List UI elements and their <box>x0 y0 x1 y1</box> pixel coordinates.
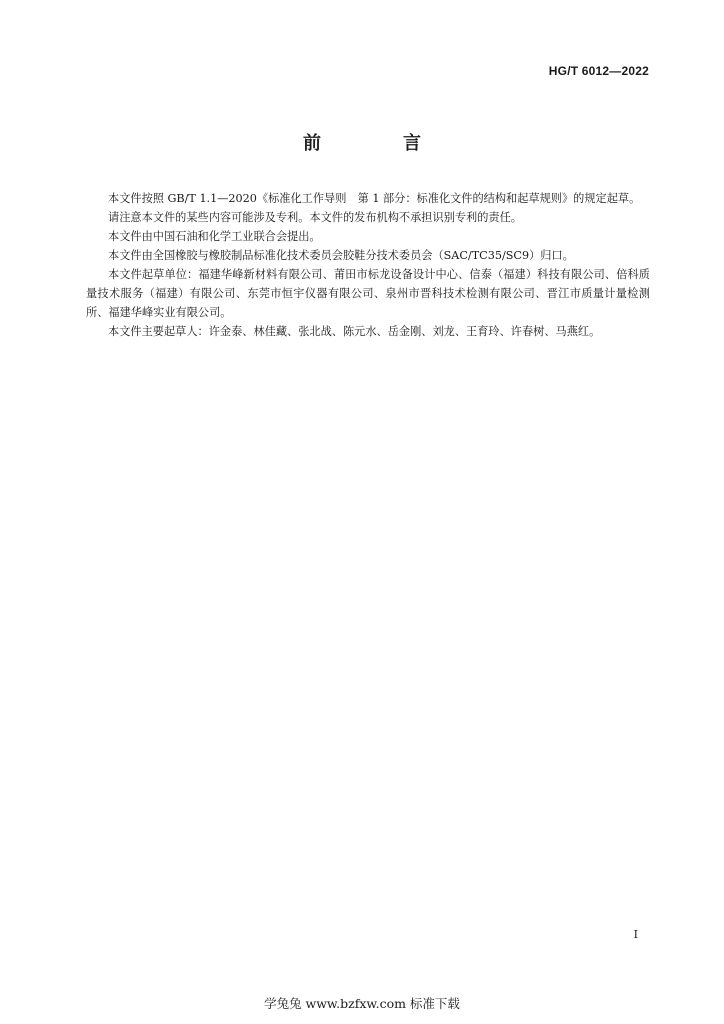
paragraph-patent-notice: 请注意本文件的某些内容可能涉及专利。本文件的发布机构不承担识别专利的责任。 <box>108 211 522 224</box>
paragraph-drafting-rules: 本文件按照 GB/T 1.1—2020《标准化工作导则 第 1 部分：标准化文件的结构和起草规则》的规定起草。 <box>108 192 641 205</box>
paragraph-drafters: 本文件主要起草人：许金泰、林佳藏、张北战、陈元水、岳金刚、刘龙、王育玲、许春树、马燕红。 <box>108 325 601 338</box>
footer-watermark-text: 学兔兔 www.bzfxw.com 标准下载 <box>264 996 460 1011</box>
paragraph-committee: 本文件由全国橡胶与橡胶制品标准化技术委员会胶鞋分技术委员会（SAC/TC35/SC9）归口。 <box>108 249 574 262</box>
page-number: I <box>633 928 638 941</box>
foreword-body <box>86 189 650 341</box>
paragraph-drafting-units: 本文件起草单位：福建华峰新材料有限公司、莆田市标龙设备设计中心、信泰（福建）科技有限公司、倍科质量技术服务（福建）有限公司、东莞市恒宇仪器有限公司、泉州市晋科技术检测有限公司、晋江市质量计量检测所、福建华峰实业有限公司。 <box>86 268 650 319</box>
document-code: HG/T 6012—2022 <box>548 64 649 78</box>
page-title: 前 言 <box>303 133 453 154</box>
paragraph-proposer: 本文件由中国石油和化学工业联合会提出。 <box>108 230 321 243</box>
